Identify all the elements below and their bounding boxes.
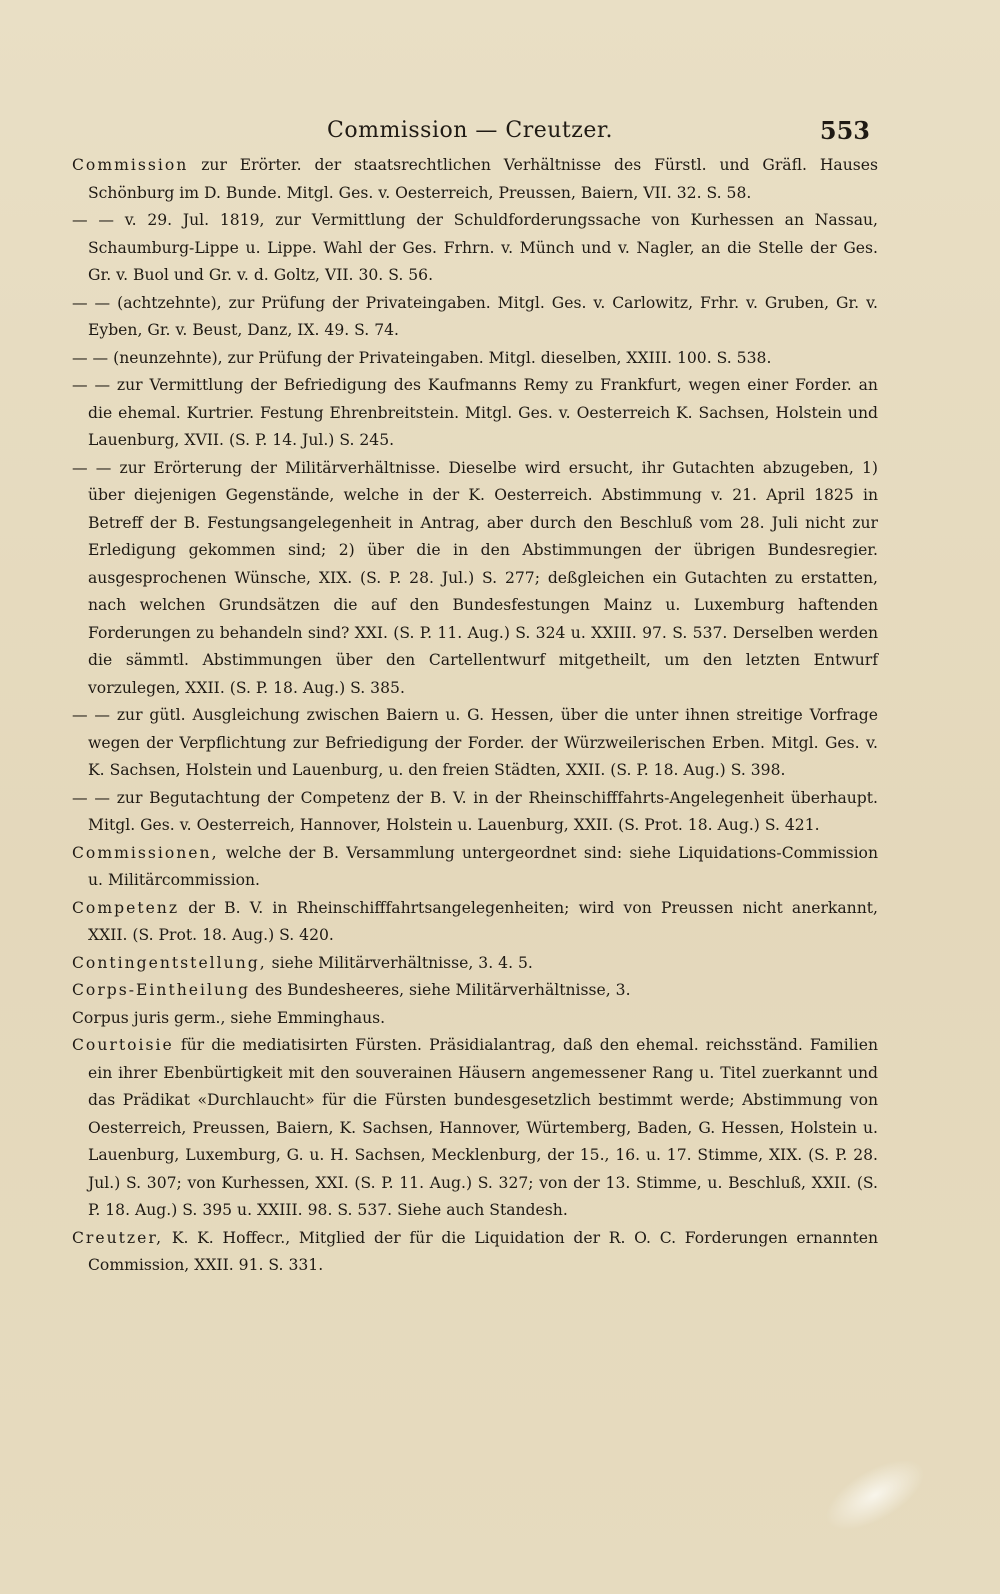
index-entry [72, 840, 878, 895]
entry-lemma: Contingentstellung, [72, 953, 267, 972]
index-entry [72, 372, 878, 455]
paper-stain [815, 1446, 935, 1544]
index-entry [72, 977, 878, 1005]
entry-text: zur Begutachtung der Competenz der B. V. in der Rheinschifffahrts-Angelegenheit überhaupt. Mitgl. Ges. v. Oesterreich, Hannover, Holstein u. Lauenburg, XXII. (S. Prot. 18. Aug.) S. 421. [88, 788, 878, 834]
entry-lemma: Courtoisie [72, 1036, 174, 1054]
index-entry [72, 1032, 878, 1225]
running-head: Commission — Creutzer. [327, 118, 613, 143]
index-entry [72, 207, 878, 290]
entry-lemma: — — [72, 458, 112, 477]
entry-text: K. K. Hoffecr., Mitglied der für die Liquidation der R. O. C. Forderungen ernannten Commission, XXII. 91. S. 331. [88, 1228, 878, 1274]
entry-text: der B. V. in Rheinschifffahrtsangelegenheiten; wird von Preussen nicht anerkannt, XXII. (S. Prot. 18. Aug.) S. 420. [88, 898, 878, 944]
entry-lemma: Commission [72, 156, 189, 174]
entry-text: zur gütl. Ausgleichung zwischen Baiern u. G. Hessen, über die unter ihnen streitige Vorfrage wegen der Verpflichtung zur Befriedigung der Forder. der Würzweilerischen Erben. Mitgl. Ges. v. K. Sachsen, Holstein und Lauenburg, u. den freien Städten, XXII. (S. P. 18. Aug.) S. 398. [88, 706, 878, 779]
index-entry [72, 152, 878, 207]
entry-text: des Bundesheeres, siehe Militärverhältnisse, 3. [255, 981, 631, 999]
entry-lemma: Competenz [72, 898, 180, 917]
entry-text: siehe Militärverhältnisse, 3. 4. 5. [271, 953, 533, 972]
entry-lemma: Creutzer, [72, 1228, 164, 1247]
page-header [70, 112, 870, 152]
entry-text: (achtzehnte), zur Prüfung der Privateingaben. Mitgl. Ges. v. Carlowitz, Frhr. v. Gruben, Gr. v. Eyben, Gr. v. Beust, Danz, IX. 49. S. 74. [88, 293, 879, 339]
entry-lemma: — — [72, 376, 111, 394]
entry-text: welche der B. Versammlung untergeordnet sind: siehe Liquidations-Commission u. Militärcommission. [88, 843, 878, 889]
index-entry [72, 345, 878, 373]
entry-lemma: — — [72, 788, 110, 807]
entry-lemma: Corpus juris germ., [72, 1008, 226, 1027]
entry-text: für die mediatisirten Fürsten. Präsidialantrag, daß den ehemal. reichsständ. Familien ein ihrer Ebenbürtigkeit mit den souverainen Häusern angemessener Rang u. Titel zuerkannt und das Prädikat «Durchlaucht» für die Fürsten bundesgesetzlich bestimmt werde; Abstimmung von Oesterreich, Preussen, Baiern, K. Sachsen, Hannover, Würtemberg, Baden, G. Hessen, Holstein u. Lauenburg, Luxemburg, G. u. H. Sachsen, Mecklenburg, der 15., 16. u. 17. Stimme, XIX. (S. P. 28. Jul.) S. 307; von Kurhessen, XXI. (S. P. 11. Aug.) S. 327; von der 13. Stimme, u. Beschluß, XXII. (S. P. 18. Aug.) S. 395 u. XXIII. 98. S. 537. Siehe auch Standesh. [88, 1036, 878, 1219]
entry-text: v. 29. Jul. 1819, zur Vermittlung der Schuldforderungssache von Kurhessen an Nassau, Schaumburg-Lippe u. Lippe. Wahl der Ges. Frhrn. v. Münch und v. Nagler, an die Stelle der Ges. Gr. v. Buol und Gr. v. d. Goltz, VII. 30. S. 56. [88, 211, 878, 284]
index-entry [72, 1225, 878, 1280]
entry-lemma: — — [72, 293, 111, 312]
entry-lemma: Commissionen, [72, 843, 219, 862]
entry-lemma: — — [72, 706, 111, 724]
index-entry [72, 895, 878, 950]
entry-text: (neunzehnte), zur Prüfung der Privateingaben. Mitgl. dieselben, XXIII. 100. S. 538. [113, 348, 772, 367]
index-entry [72, 455, 878, 703]
entry-text: siehe Emminghaus. [230, 1008, 386, 1027]
entry-text: zur Erörterung der Militärverhältnisse. Dieselbe wird ersucht, ihr Gutachten abzugeben, 1) über diejenigen Gegenstände, welche in der K. Oesterreich. Abstimmung v. 21. April 1825 in Betreff der B. Festungsangelegenheit in Antrag, aber durch den Beschluß vom 28. Juli nicht zur Erledigung gekommen sind; 2) über die in den Abstimmungen der übrigen Bundesregier. ausgesprochenen Wünsche, XIX. (S. P. 28. Jul.) S. 277; deßgleichen ein Gutachten zu erstatten, nach welchen Grundsätzen die auf den Bundesfestungen Mainz u. Luxemburg haftenden Forderungen zu behandeln sind? XXI. (S. P. 11. Aug.) S. 324 u. XXIII. 97. S. 537. Derselben werden die sämmtl. Abstimmungen über den Cartellentwurf mitgetheilt, um den letzten Entwurf vorzulegen, XXII. (S. P. 18. Aug.) S. 385. [88, 458, 878, 697]
entry-text: zur Vermittlung der Befriedigung des Kaufmanns Remy zu Frankfurt, wegen einer Forder. an die ehemal. Kurtrier. Festung Ehrenbreitstein. Mitgl. Ges. v. Oesterreich K. Sachsen, Holstein und Lauenburg, XVII. (S. P. 14. Jul.) S. 245. [88, 376, 878, 449]
index-entry [72, 1005, 878, 1033]
index-entry [72, 785, 878, 840]
index-entry [72, 950, 878, 978]
entry-lemma: — — [72, 211, 114, 229]
page-number: 553 [819, 116, 870, 145]
entry-lemma: Corps-Eintheilung [72, 981, 251, 999]
index-entry [72, 702, 878, 785]
entry-lemma: — — [72, 348, 109, 367]
index-entries [72, 152, 878, 1280]
entry-text: zur Erörter. der staatsrechtlichen Verhältnisse des Fürstl. und Gräfl. Hauses Schönburg im D. Bunde. Mitgl. Ges. v. Oesterreich, Preussen, Baiern, VII. 32. S. 58. [88, 156, 878, 202]
index-entry [72, 290, 878, 345]
